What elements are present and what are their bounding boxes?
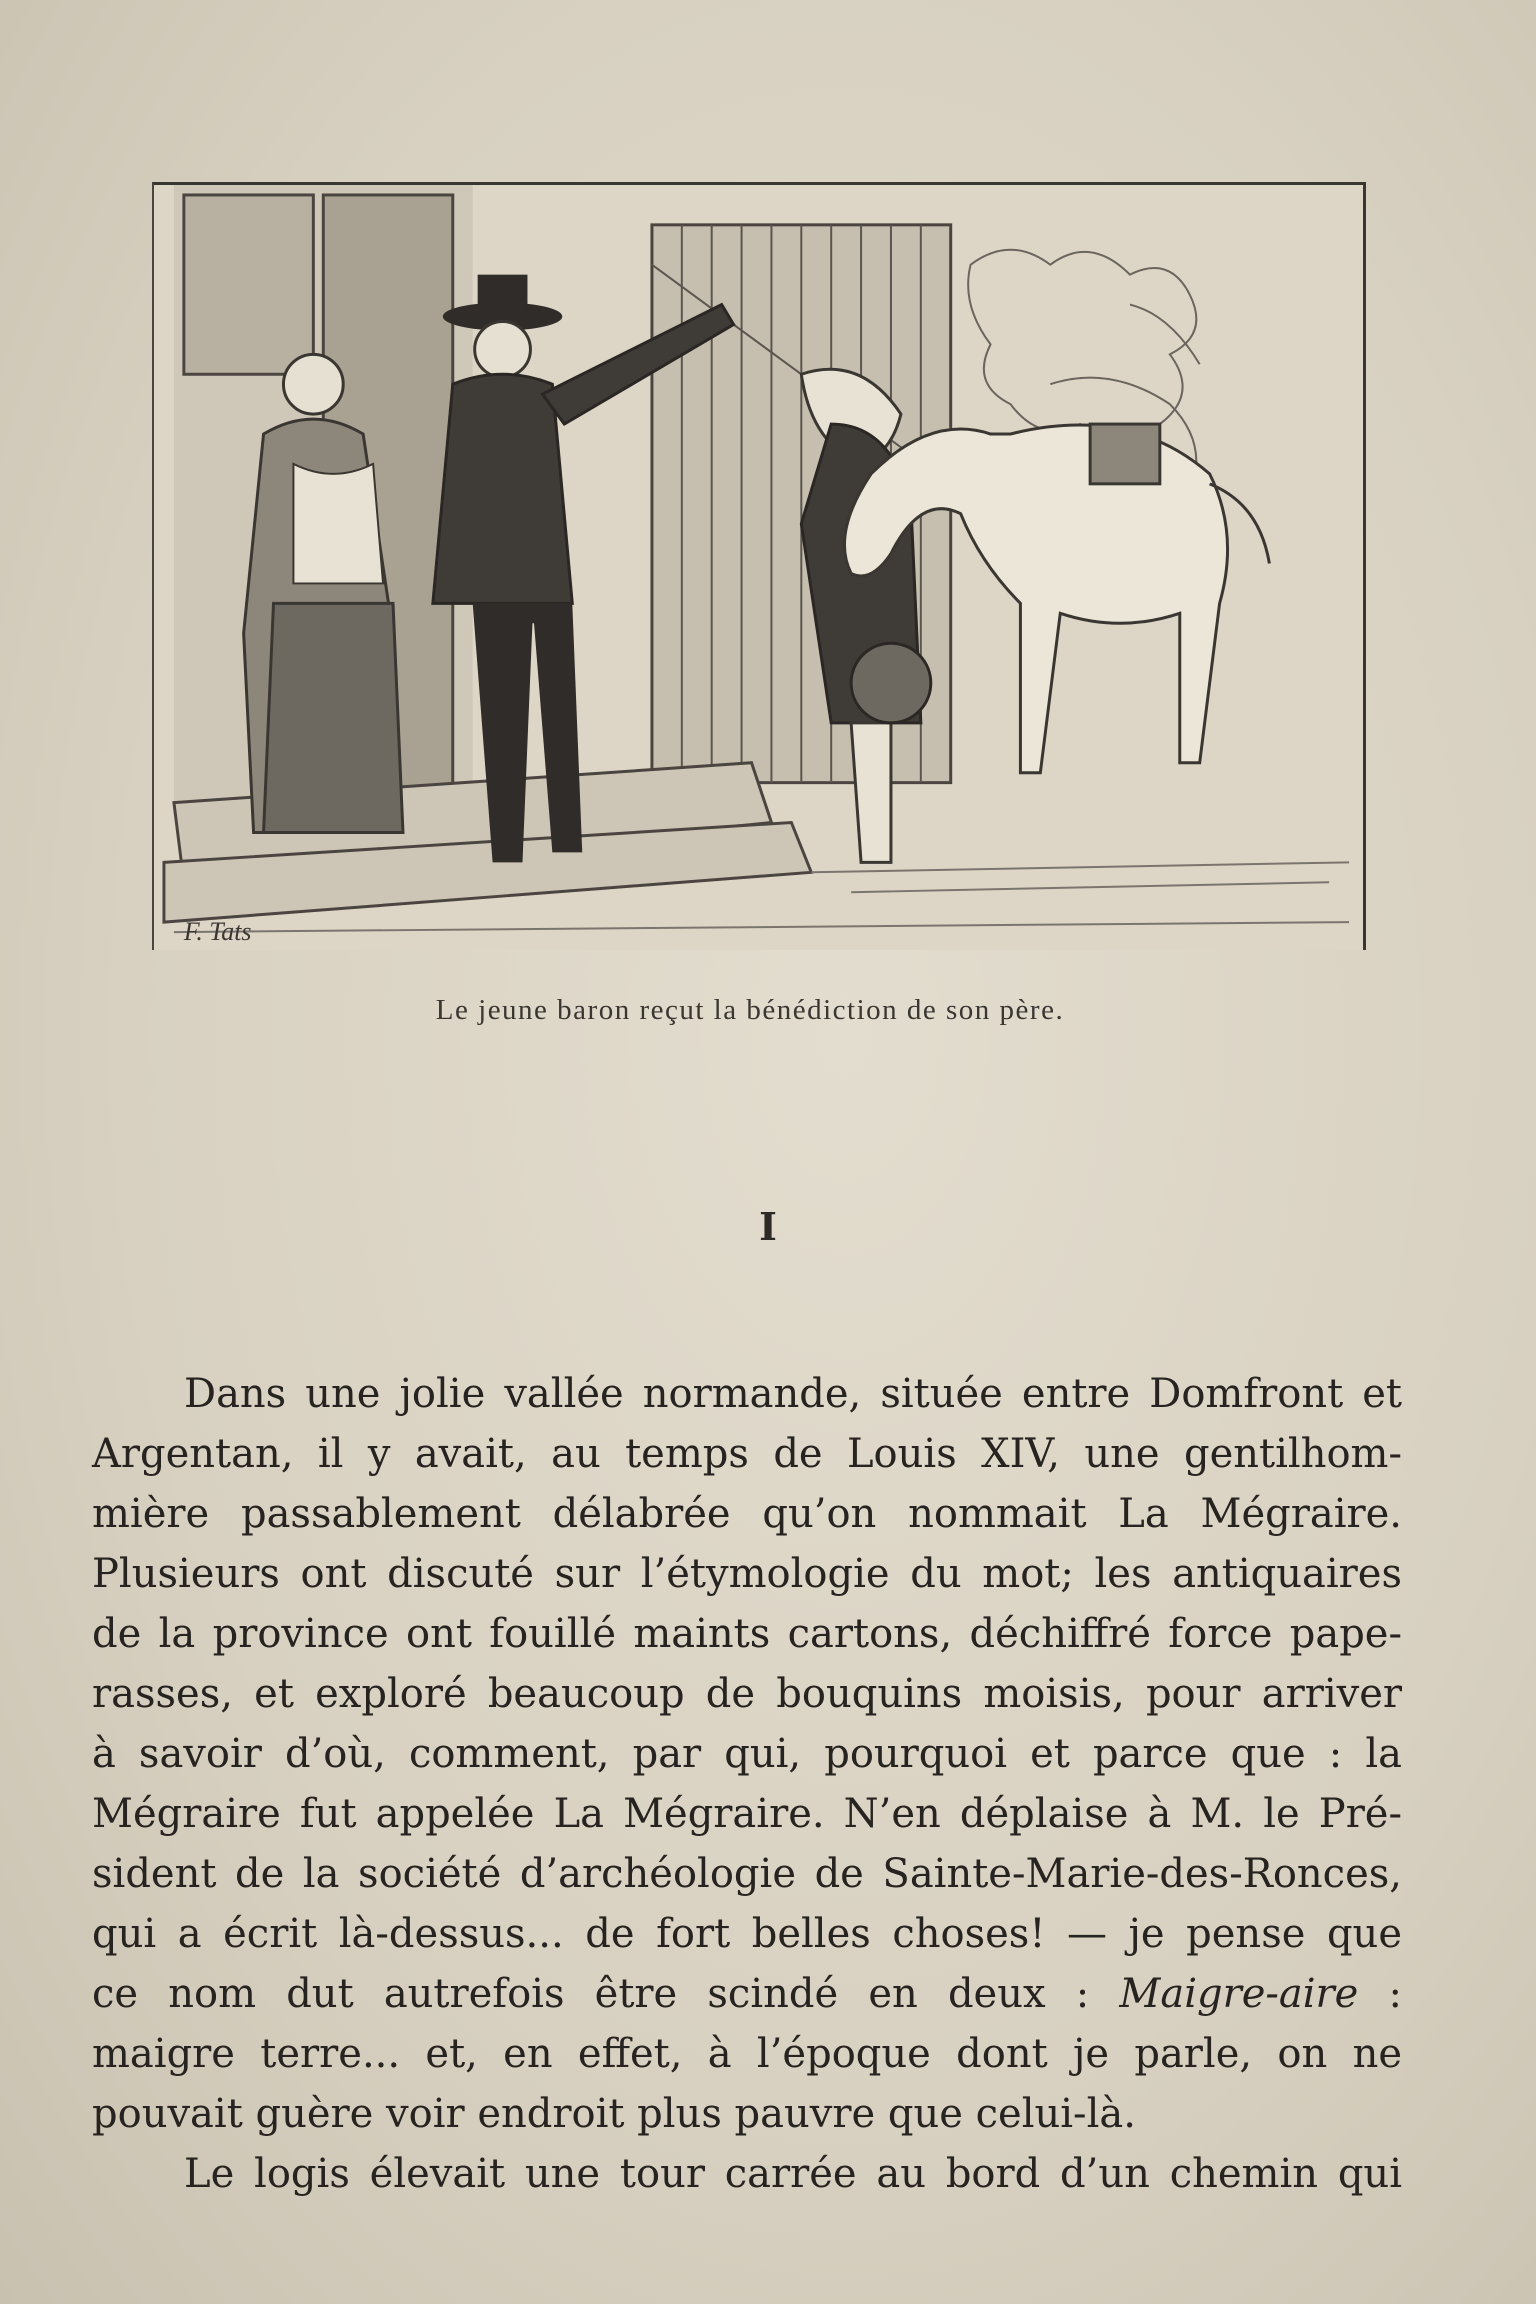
text-line: de la province ont fouillé maints cartons, déchiffré force pape-	[92, 1611, 1402, 1657]
text-line: pouvait guère voir endroit plus pauvre que celui-là.	[92, 2091, 1136, 2137]
text-line: mière passablement délabrée qu’on nommait La Mégraire.	[92, 1491, 1402, 1537]
engraving-drawing	[154, 185, 1363, 950]
text-fragment: ce nom dut autrefois être scindé en deux :	[92, 1971, 1120, 2017]
italic-term: Maigre-aire	[1119, 1971, 1359, 2017]
text-line: Dans une jolie vallée normande, située entre Domfront et	[184, 1371, 1402, 1417]
text-line: Le logis élevait une tour carrée au bord d’un chemin qui	[184, 2151, 1402, 2197]
text-line: maigre terre... et, en effet, à l’époque dont je parle, on ne	[92, 2031, 1402, 2077]
chapter-heading: I	[759, 1204, 777, 1249]
engraving-illustration	[152, 182, 1366, 950]
text-line: à savoir d’où, comment, par qui, pourquoi et parce que : la	[92, 1731, 1402, 1777]
text-line: qui a écrit là-dessus... de fort belles choses! — je pense que	[92, 1911, 1402, 1957]
text-fragment: :	[1358, 1971, 1402, 2017]
chapter-text	[92, 1364, 1402, 2204]
text-line: rasses, et exploré beaucoup de bouquins moisis, pour arriver	[92, 1671, 1402, 1717]
text-line	[92, 1964, 1402, 2024]
text-line: Plusieurs ont discuté sur l’étymologie du mot; les antiquaires	[92, 1551, 1402, 1597]
text-line: Argentan, il y avait, au temps de Louis XIV, une gentilhom-	[92, 1431, 1402, 1477]
text-line: Mégraire fut appelée La Mégraire. N’en déplaise à M. le Pré-	[92, 1791, 1402, 1837]
artist-signature: F. Tats	[183, 917, 252, 947]
text-line: sident de la société d’archéologie de Sainte-Marie-des-Ronces,	[92, 1851, 1402, 1897]
illustration-caption: Le jeune baron reçut la bénédiction de son père.	[435, 994, 1065, 1026]
